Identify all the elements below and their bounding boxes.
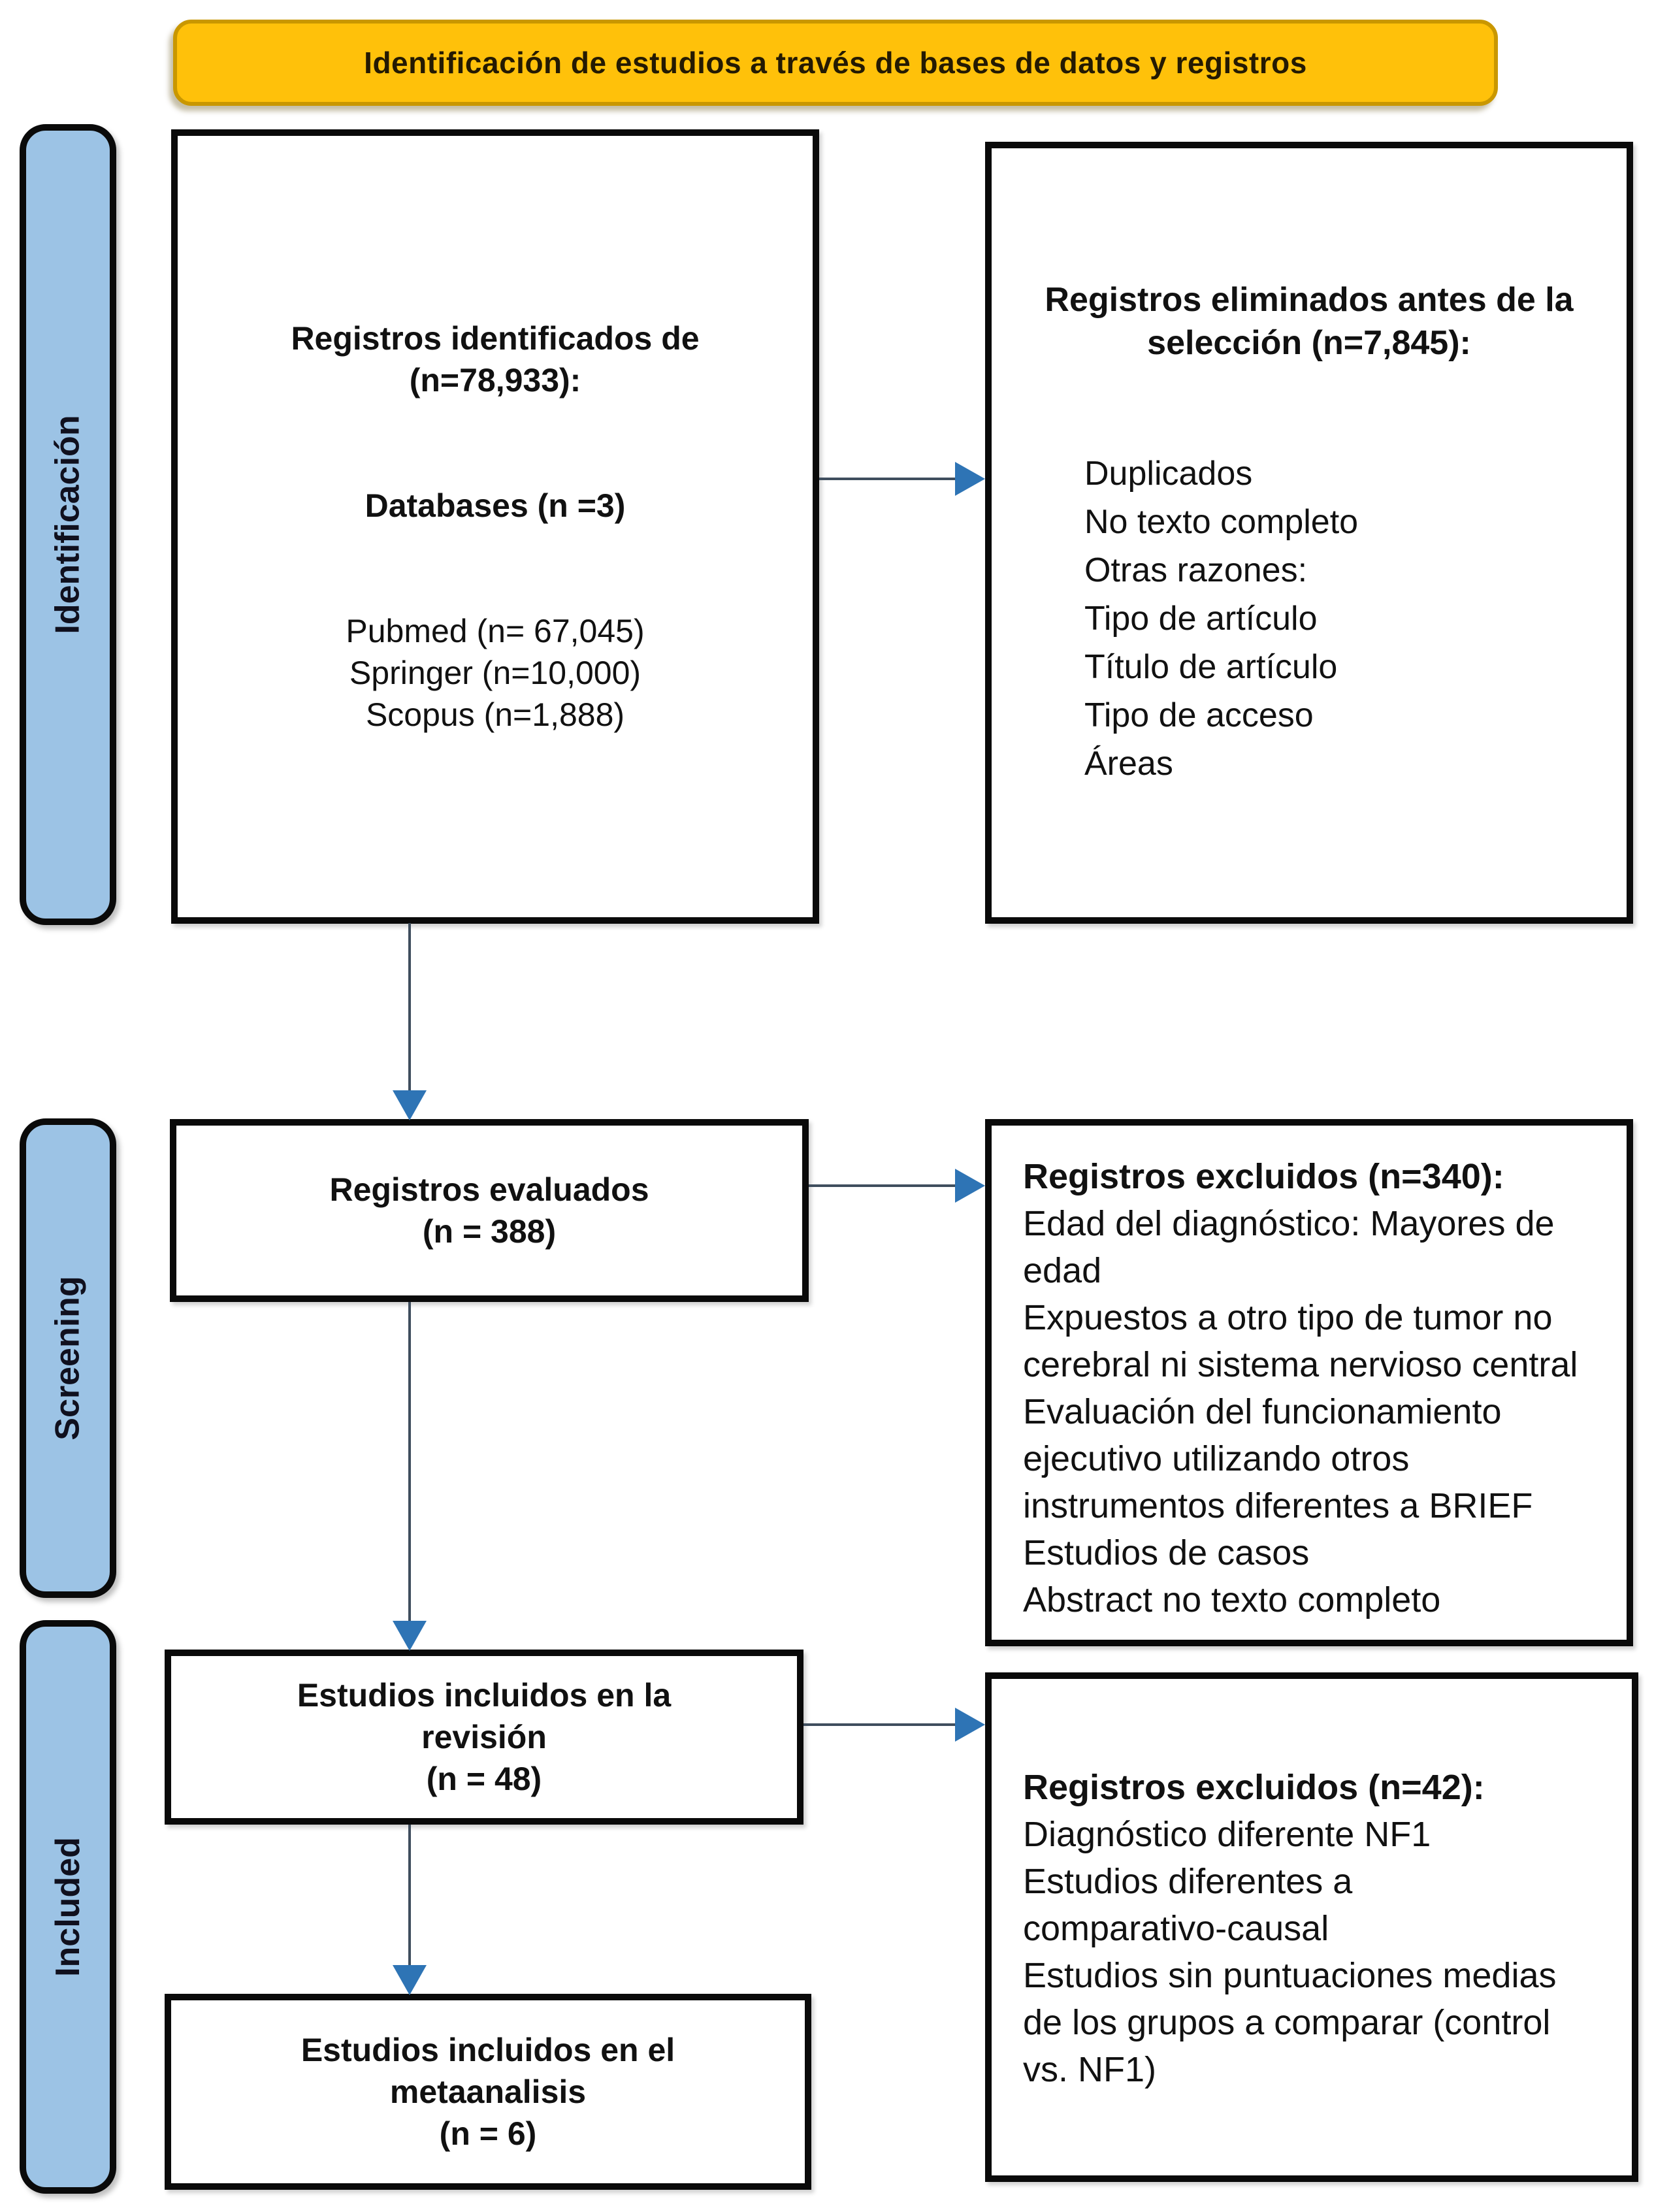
exclusion-reason: Abstract no texto completo — [1023, 1580, 1441, 1619]
database-source: Pubmed (n= 67,045) — [346, 613, 645, 649]
studies-included-meta-title: Estudios incluidos en el metaanalisis — [300, 2032, 675, 2110]
removal-reason: Título de artículo — [1084, 647, 1338, 686]
records-identified-n: (n=78,933): — [409, 362, 581, 398]
arrow-down-icon — [393, 1965, 427, 1995]
records-excluded-screening-reason-list — [1023, 1200, 1591, 1623]
box-studies-included-meta — [165, 1994, 811, 2190]
removal-reason: Áreas — [1084, 744, 1173, 783]
arrow-screened-to-review-line — [408, 1302, 411, 1623]
records-excluded-included-title: Registros excluidos (n=42): — [1023, 1768, 1485, 1807]
box-records-removed — [985, 142, 1633, 924]
box-records-screened — [170, 1119, 809, 1302]
box-records-excluded-included — [985, 1672, 1638, 2182]
box-records-identified — [171, 129, 819, 924]
exclusion-reason: Expuestos a otro tipo de tumor no cerebral ni sistema nervioso central — [1023, 1298, 1578, 1384]
exclusion-reason: Estudios sin puntuaciones medias de los grupos a comparar (control vs. NF1) — [1023, 1956, 1557, 2089]
stage-screening-label: Screening — [49, 1276, 88, 1440]
removal-reason: Tipo de acceso — [1084, 696, 1314, 734]
arrow-review-to-excluded-line — [803, 1723, 960, 1726]
stage-included — [20, 1620, 116, 2194]
removal-reason: No texto completo — [1084, 502, 1359, 541]
records-excluded-screening-title: Registros excluidos (n=340): — [1023, 1157, 1504, 1196]
diagram-title-banner — [173, 20, 1498, 106]
arrow-screened-to-excluded-line — [809, 1184, 960, 1187]
arrow-down-icon — [393, 1090, 427, 1120]
removal-reason: Otras razones: — [1084, 551, 1308, 589]
exclusion-reason: Edad del diagnóstico: Mayores de edad — [1023, 1204, 1555, 1290]
studies-included-review-n: (n = 48) — [426, 1761, 542, 1797]
arrow-down-icon — [393, 1621, 427, 1651]
arrow-right-icon — [955, 462, 985, 496]
diagram-title: Identificación de estudios a través de bases de datos y registros — [364, 46, 1307, 80]
stage-identification — [20, 124, 116, 925]
records-removed-reason-list — [992, 449, 1627, 788]
studies-included-meta-n: (n = 6) — [439, 2115, 537, 2152]
arrow-right-icon — [955, 1169, 985, 1203]
removal-reason: Tipo de artículo — [1084, 599, 1318, 638]
database-source: Scopus (n=1,888) — [365, 696, 625, 733]
arrow-identified-to-screened-line — [408, 923, 411, 1093]
records-excluded-included-reason-list — [1023, 1811, 1560, 2093]
databases-label: Databases (n =3) — [365, 487, 626, 524]
stage-screening — [20, 1118, 116, 1598]
records-removed-title: Registros eliminados antes de la selección (n=7,845): — [1045, 280, 1574, 362]
stage-included-label: Included — [49, 1837, 88, 1977]
arrow-right-icon — [955, 1708, 985, 1742]
box-records-excluded-screening — [985, 1119, 1633, 1646]
exclusion-reason: Estudios de casos — [1023, 1533, 1310, 1572]
records-screened-title: Registros evaluados — [329, 1171, 649, 1208]
arrow-review-to-meta-line — [408, 1825, 411, 1968]
exclusion-reason: Diagnóstico diferente NF1 — [1023, 1815, 1431, 1854]
studies-included-review-title: Estudios incluidos en la revisión — [297, 1677, 672, 1755]
removal-reason: Duplicados — [1084, 454, 1253, 493]
stage-identification-label: Identificación — [49, 415, 87, 634]
records-identified-title: Registros identificados de — [291, 320, 700, 357]
database-source-list — [346, 610, 644, 736]
records-screened-n: (n = 388) — [422, 1213, 557, 1250]
database-source: Springer (n=10,000) — [349, 655, 641, 691]
box-studies-included-review — [165, 1650, 803, 1825]
exclusion-reason: Evaluación del funcionamiento ejecutivo utilizando otros instrumentos diferentes a BRIEF — [1023, 1392, 1533, 1525]
arrow-identified-to-removed-line — [819, 478, 960, 480]
exclusion-reason: Estudios diferentes a comparativo-causal — [1023, 1862, 1353, 1948]
